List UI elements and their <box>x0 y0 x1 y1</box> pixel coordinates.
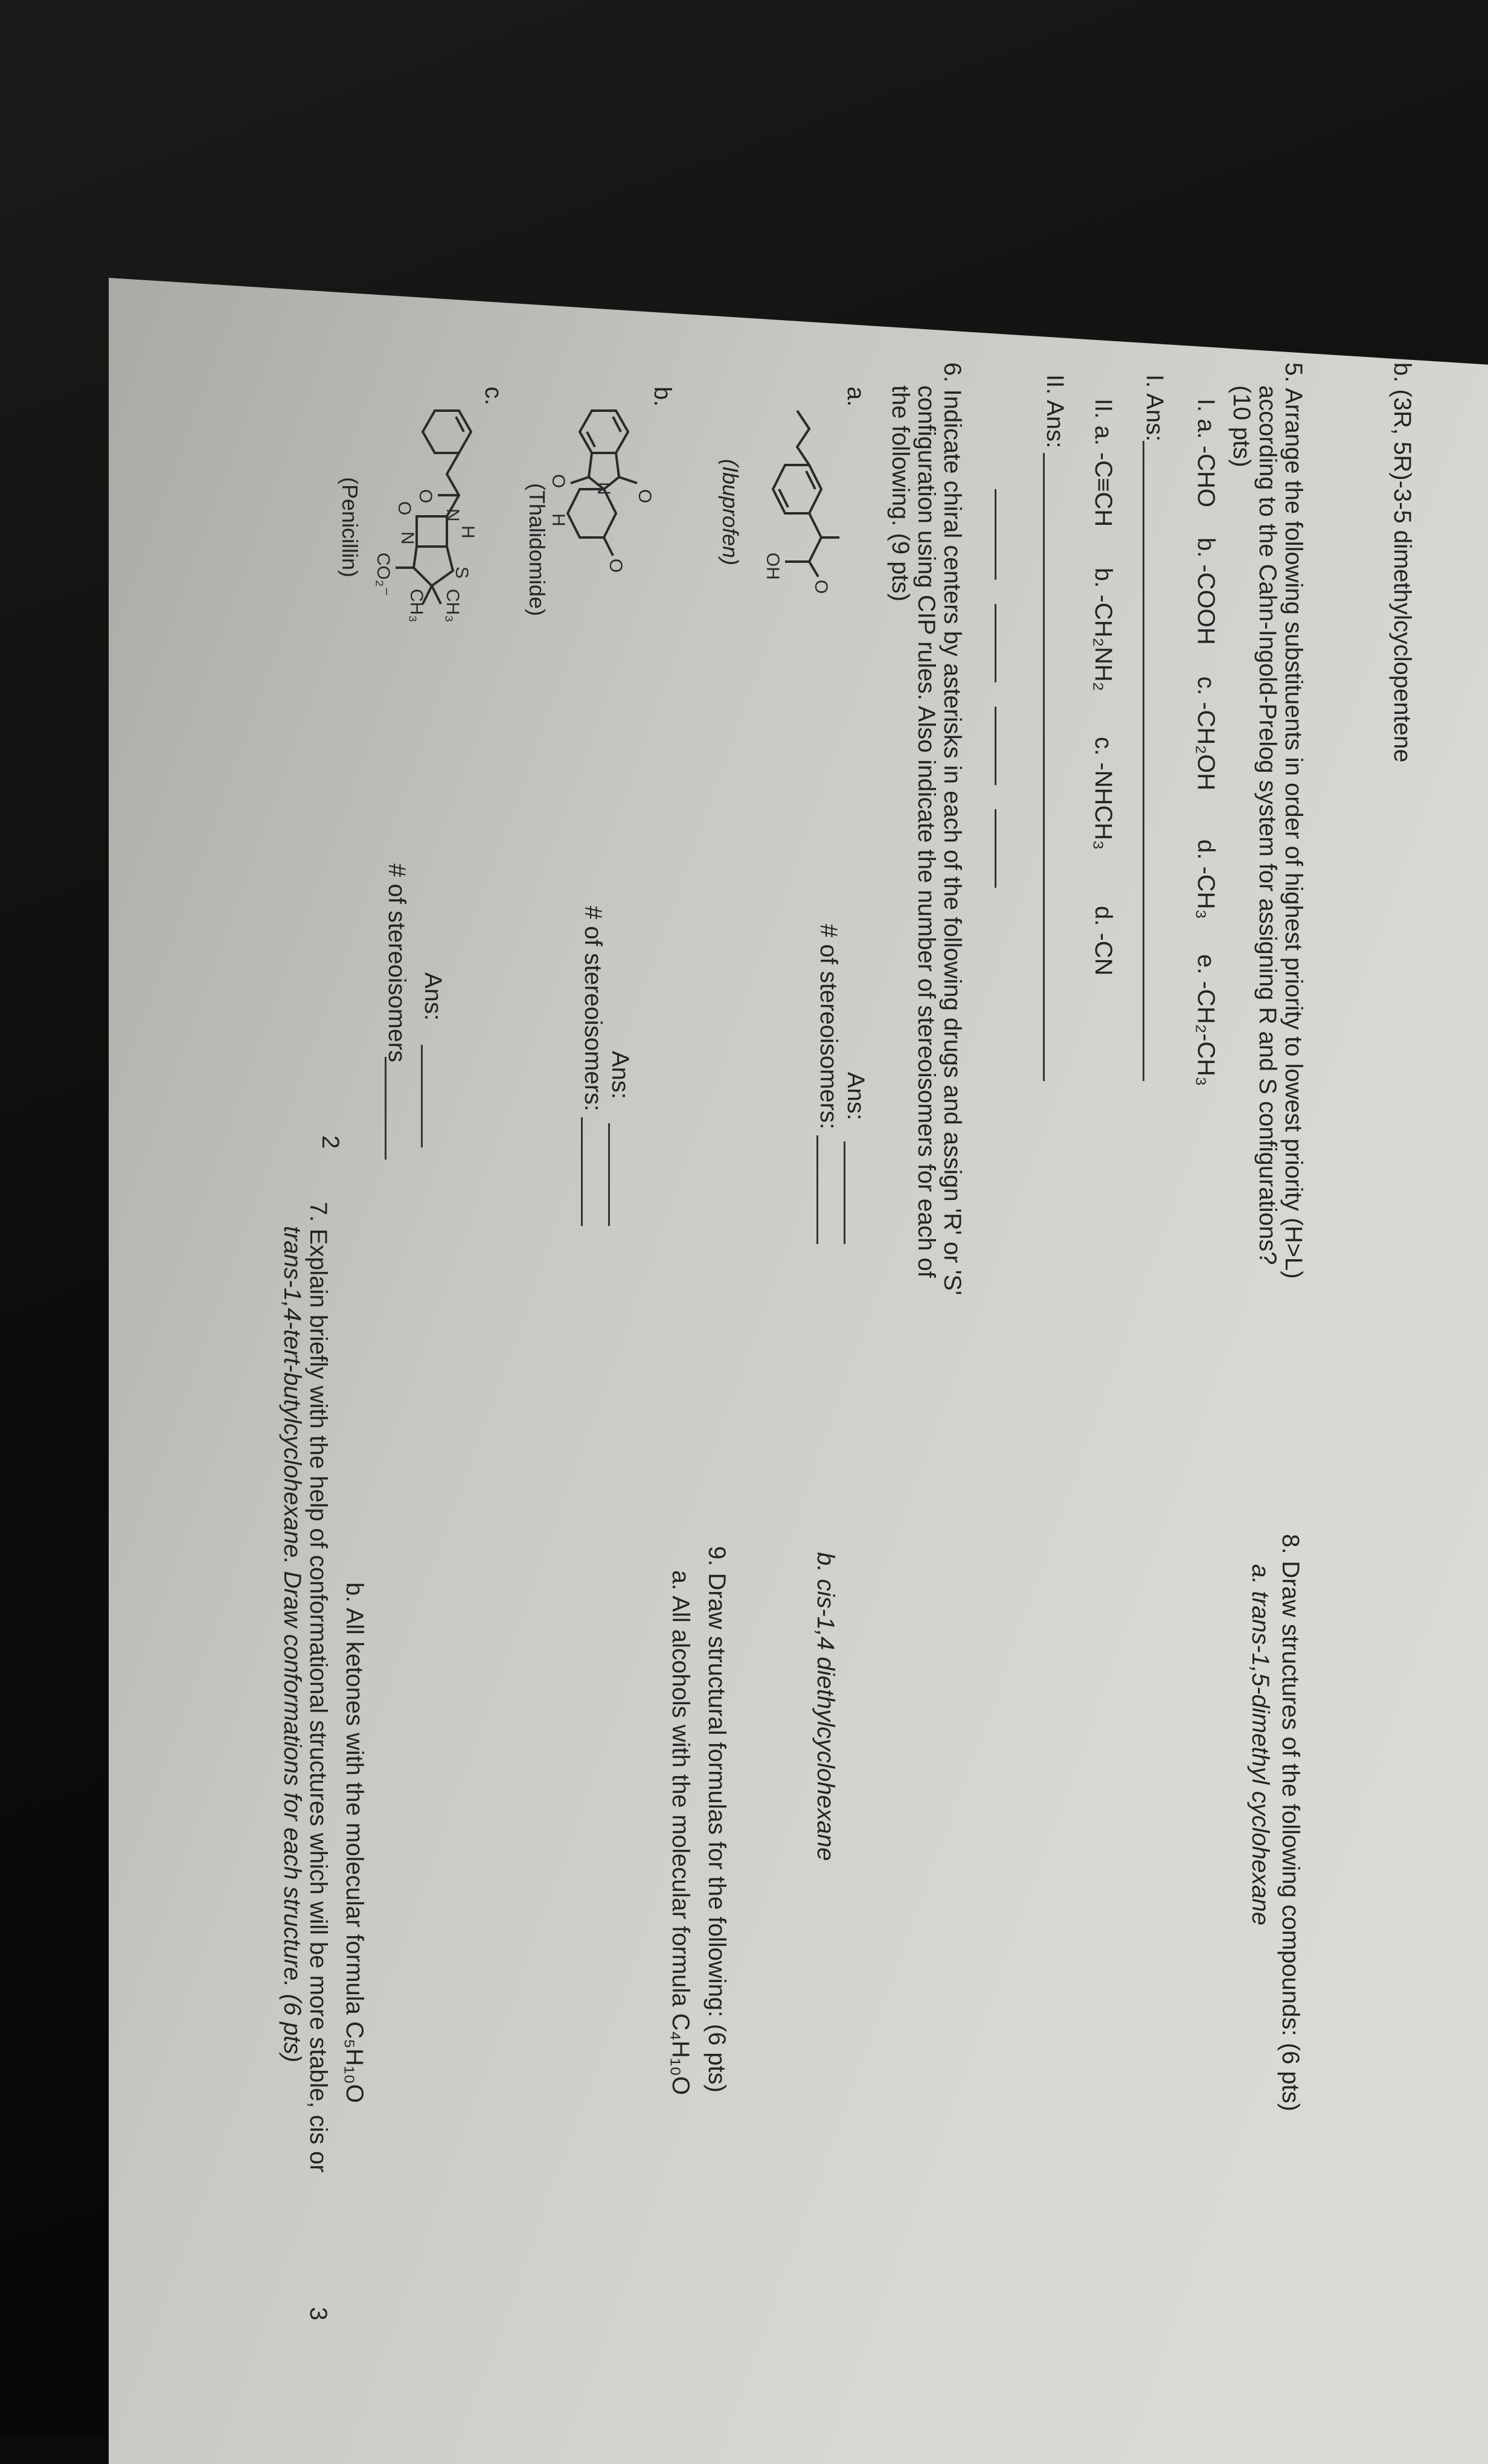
question-5-line1: 5. Arrange the following substituents in order of highest priority to lowest priority (H>L) <box>1280 362 1307 1279</box>
q6c-stereo-line[interactable] <box>385 1057 386 1160</box>
penicillin-structure <box>362 405 495 695</box>
exam-sheet-rotated <box>278 338 1474 2331</box>
q6a-label: a. <box>842 387 869 407</box>
penicillin-ch3-1: CH₃ <box>443 589 463 623</box>
q5-answer2-line[interactable] <box>1043 453 1045 1081</box>
penicillin-n1: N <box>443 509 463 522</box>
penicillin-co2: CO₂⁻ <box>373 553 393 597</box>
q6c-stereo-label: # of stereoisomers <box>383 864 410 1063</box>
question-6-line1: 6. Indicate chiral centers by asterisks in each of the following drugs and assign 'R' or 'S' <box>939 362 966 1295</box>
q6b-ans-label: Ans: <box>607 1051 633 1100</box>
question-8-title: 8. Draw structures of the following compounds: (6 pts) <box>1277 1534 1304 2111</box>
q5-set1-e: e. -CH₂-CH₃ <box>1193 954 1219 1086</box>
q6c-name: (Penicillin) <box>338 477 362 578</box>
penicillin-s: S <box>452 566 472 579</box>
q6a-ans-line[interactable] <box>844 1141 845 1244</box>
q5-set2-d: d. -CN <box>1090 906 1117 976</box>
q6b-ans-line[interactable] <box>608 1123 610 1226</box>
q6b-label: b. <box>649 387 676 407</box>
thalidomide-o1: O <box>635 489 655 504</box>
thalidomide-nh: H <box>548 513 568 527</box>
penicillin-o2: O <box>394 501 414 516</box>
q6b-name: (Thalidomide) <box>525 483 550 617</box>
q6c-label: c. <box>480 387 507 406</box>
penicillin-ch3-2: CH₃ <box>406 589 426 623</box>
question-8a: a. trans-1,5-dimethyl cyclohexane <box>1247 1564 1274 1926</box>
ibuprofen-structure <box>749 411 845 664</box>
question-9-title: 9. Draw structural formulas for the following: (6 pts) <box>704 1546 730 2093</box>
q6a-stereo-line[interactable] <box>816 1135 818 1244</box>
thalidomide-n1: N <box>594 482 614 495</box>
q5-set2-c: c. -NHCH₃ <box>1090 737 1117 850</box>
q5-set1-b: b. -COOH <box>1193 537 1219 645</box>
question-5-line2: according to the Cahn-Ingold-Prelog system for assigning R and S configurations? <box>1254 385 1281 1265</box>
question-7-line1: 7. Explain briefly with the help of conformational structures which will be more stable, cis or <box>305 1202 332 2173</box>
q6b-stereo-label: # of stereoisomers: <box>580 906 606 1112</box>
q6a-stereo-label: # of stereoisomers: <box>815 924 842 1130</box>
ibuprofen-oh: OH <box>763 553 783 580</box>
q6b-stereo-line[interactable] <box>581 1117 583 1226</box>
q5-answer2-label: II. Ans: <box>1042 374 1068 449</box>
question-5-line3: (10 pts) <box>1228 385 1255 467</box>
question-9b: b. All ketones with the molecular formula C₅H₁₀O <box>341 1582 368 2103</box>
question-4b: b. (3R, 5R)-3-5 dimethylcyclopentene <box>1389 362 1416 763</box>
question-6-line2: configuration using CIP rules. Also indicate the number of stereoisomers for each of <box>913 385 940 1278</box>
question-6-line3: the following. (9 pts) <box>887 385 914 602</box>
penicillin-n2: N <box>397 531 417 545</box>
q5-extra-line-2[interactable] <box>995 604 996 682</box>
q5-set1-d: d. -CH₃ <box>1193 839 1219 919</box>
q5-set1-a: I. a. -CHO <box>1193 399 1219 508</box>
q5-extra-line-1[interactable] <box>995 489 996 580</box>
q6c-ans-line[interactable] <box>421 1045 423 1147</box>
question-8b: b. cis-1,4 diethylcyclohexane <box>812 1552 839 1861</box>
penicillin-h: H <box>458 525 478 539</box>
left-page-number: 2 <box>317 1135 344 1149</box>
q5-set2-b: b. -CH₂NH₂ <box>1090 568 1117 691</box>
question-7-line2: trans-1,4-tert-butylcyclohexane. Draw conformations for each structure. (6 pts) <box>279 1226 306 2062</box>
thalidomide-structure <box>544 405 655 658</box>
q6c-ans-label: Ans: <box>420 972 446 1021</box>
q6a-name: (Ibuprofen) <box>718 459 743 566</box>
q5-set1-c: c. -CH₂OH <box>1193 676 1219 791</box>
question-9a: a. All alcohols with the molecular formula C₄H₁₀O <box>667 1570 694 2095</box>
q5-answer1-label: I. Ans: <box>1141 374 1168 442</box>
thalidomide-o2: O <box>548 474 568 489</box>
q6a-ans-label: Ans: <box>842 1072 869 1121</box>
q5-extra-line-3[interactable] <box>995 707 996 785</box>
q5-answer1-line[interactable] <box>1143 441 1144 1081</box>
q5-set2-a: II. a. -C≡CH <box>1090 399 1117 527</box>
thalidomide-o3: O <box>606 559 626 573</box>
right-page-number: 3 <box>305 2307 332 2321</box>
q5-extra-line-4[interactable] <box>995 809 996 888</box>
penicillin-o1: O <box>415 489 435 504</box>
ibuprofen-o: O <box>811 580 831 594</box>
